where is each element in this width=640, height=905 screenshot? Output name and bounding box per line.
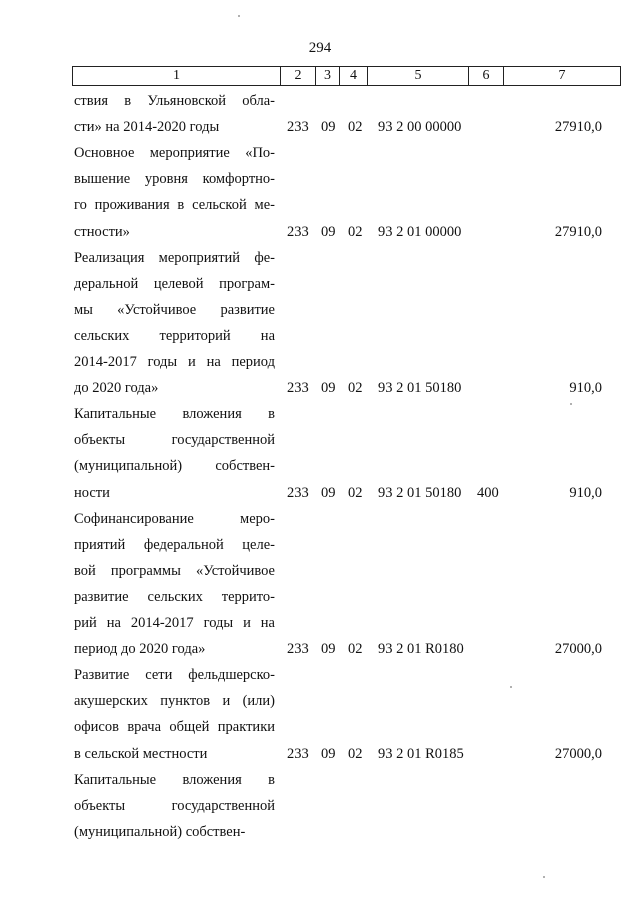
cell-amount: 910,0: [569, 484, 602, 501]
cell-c3: 09: [321, 380, 336, 397]
cell-c2: 233: [287, 380, 309, 397]
cell-amount: 27910,0: [554, 119, 602, 136]
row-description-line: объекты государственной: [74, 432, 275, 449]
page-number: 294: [308, 40, 332, 56]
cell-amount: 910,0: [569, 380, 602, 397]
cell-c4: 02: [348, 745, 363, 762]
row-description-line: Основное мероприятие «По-: [74, 145, 275, 162]
cell-c5: 93 2 01 50180: [378, 484, 462, 501]
header-col-5: 5: [368, 67, 469, 85]
row-description-line: в сельской местности: [74, 745, 208, 762]
header-col-4: 4: [340, 67, 368, 85]
row-description-line: сельских территорий на: [74, 327, 275, 344]
cell-amount: 27000,0: [554, 641, 602, 658]
row-description-line: вышение уровня комфортно-: [74, 171, 275, 188]
row-description-line: мы «Устойчивое развитие: [74, 301, 275, 318]
cell-c3: 09: [321, 223, 336, 240]
cell-c4: 02: [348, 484, 363, 501]
cell-amount: 27910,0: [554, 223, 602, 240]
row-description-line: ствия в Ульяновской обла-: [74, 93, 275, 109]
scan-speck: [510, 686, 512, 688]
scan-speck: [238, 15, 240, 17]
row-description-line: сти» на 2014-2020 годы: [74, 119, 220, 136]
row-description-line: деральной целевой програм-: [74, 275, 275, 292]
cell-c2: 233: [287, 745, 309, 762]
cell-c4: 02: [348, 380, 363, 397]
row-description-line: период до 2020 года»: [74, 641, 206, 658]
cell-c5: 93 2 01 R0185: [378, 745, 464, 762]
header-col-6: 6: [469, 67, 504, 85]
cell-c3: 09: [321, 119, 336, 136]
row-description-line: вой программы «Устойчивое: [74, 562, 275, 579]
table-header: [72, 66, 621, 86]
cell-c4: 02: [348, 119, 363, 136]
row-description-line: стности»: [74, 223, 130, 240]
row-description-line: рий на 2014-2017 годы и на: [74, 615, 275, 631]
cell-c5: 93 2 00 00000: [378, 119, 462, 136]
scan-speck: [543, 876, 545, 878]
header-col-3: 3: [316, 67, 340, 85]
cell-c5: 93 2 01 50180: [378, 380, 462, 397]
row-description-line: ности: [74, 484, 110, 501]
row-description-line: приятий федеральной целе-: [74, 536, 275, 553]
cell-c6: 400: [477, 484, 499, 501]
cell-c4: 02: [348, 223, 363, 240]
cell-c5: 93 2 01 00000: [378, 223, 462, 240]
row-description-line: развитие сельских террито-: [74, 588, 275, 605]
scan-speck: [570, 403, 572, 405]
row-description-line: Софинансирование меро-: [74, 510, 275, 527]
row-description-line: 2014-2017 годы и на период: [74, 354, 275, 370]
header-col-1: 1: [73, 67, 281, 85]
header-col-2: 2: [281, 67, 316, 85]
cell-c4: 02: [348, 641, 363, 658]
row-description-line: акушерских пунктов и (или): [74, 693, 275, 710]
row-description-line: офисов врача общей практики: [74, 719, 275, 736]
row-description-line: Развитие сети фельдшерско-: [74, 667, 275, 684]
row-description-line: го проживания в сельской ме-: [74, 197, 275, 214]
row-description-line: (муниципальной) собствен-: [74, 823, 246, 840]
cell-c3: 09: [321, 745, 336, 762]
cell-c3: 09: [321, 484, 336, 501]
header-col-7: 7: [558, 68, 566, 83]
cell-c5: 93 2 01 R0180: [378, 641, 464, 658]
row-description-line: Капитальные вложения в: [74, 771, 275, 788]
cell-c2: 233: [287, 223, 309, 240]
row-description-line: объекты государственной: [74, 797, 275, 814]
row-description-line: Реализация мероприятий фе-: [74, 249, 275, 266]
row-description-line: до 2020 года»: [74, 380, 159, 397]
cell-c3: 09: [321, 641, 336, 658]
cell-amount: 27000,0: [554, 745, 602, 762]
cell-c2: 233: [287, 641, 309, 658]
cell-c2: 233: [287, 119, 309, 136]
row-description-line: (муниципальной) собствен-: [74, 458, 275, 475]
row-description-line: Капитальные вложения в: [74, 406, 275, 423]
cell-c2: 233: [287, 484, 309, 501]
